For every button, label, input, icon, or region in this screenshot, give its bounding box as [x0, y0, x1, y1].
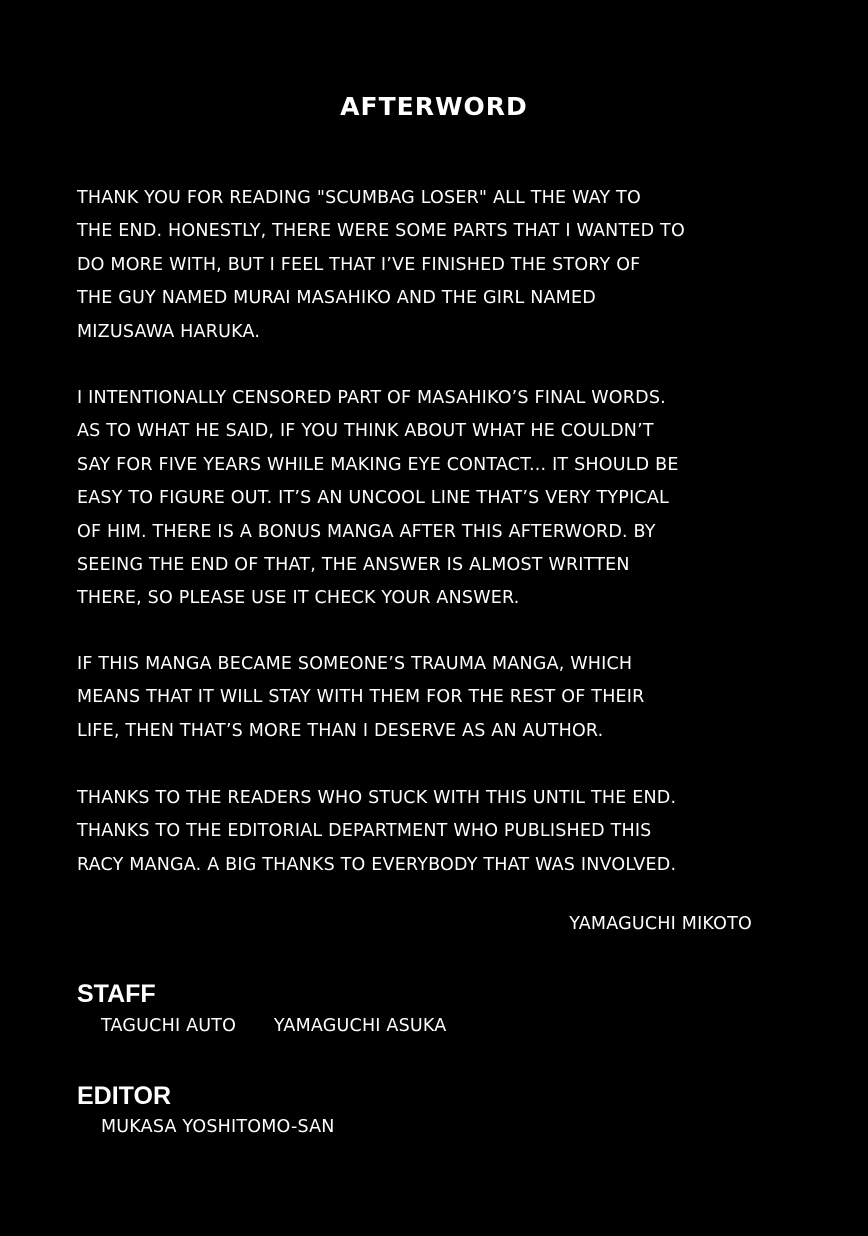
paragraph-thanks-for-reading	[77, 182, 797, 349]
staff-heading: STAFF	[77, 980, 156, 1008]
paragraph-line: DO MORE WITH, BUT I FEEL THAT I’VE FINISHED THE STORY OF	[77, 254, 641, 275]
paragraph-line: THANKS TO THE READERS WHO STUCK WITH THIS UNTIL THE END.	[77, 788, 677, 808]
staff-name: TAGUCHI AUTO	[101, 1016, 237, 1036]
paragraph-line: THANK YOU FOR READING "SCUMBAG LOSER" ALL THE WAY TO	[77, 188, 641, 208]
paragraph-line: I INTENTIONALLY CENSORED PART OF MASAHIKO’S FINAL WORDS.	[77, 388, 666, 408]
paragraph-line: THE END. HONESTLY, THERE WERE SOME PARTS THAT I WANTED TO	[77, 221, 685, 242]
paragraph-line: RACY MANGA. A BIG THANKS TO EVERYBODY THAT WAS INVOLVED.	[77, 854, 677, 875]
editor-name: MUKASA YOSHITOMO-SAN	[101, 1117, 335, 1137]
page-title: AFTERWORD	[340, 92, 528, 121]
paragraph-line: EASY TO FIGURE OUT. IT’S AN UNCOOL LINE THAT’S VERY TYPICAL	[77, 488, 669, 509]
paragraph-line: AS TO WHAT HE SAID, IF YOU THINK ABOUT WHAT HE COULDN’T	[77, 421, 654, 442]
paragraph-line: SAY FOR FIVE YEARS WHILE MAKING EYE CONTACT... IT SHOULD BE	[77, 454, 679, 475]
editor-heading: EDITOR	[77, 1082, 171, 1110]
paragraph-trauma-manga	[77, 648, 797, 748]
paragraph-line: MIZUSAWA HARUKA.	[77, 321, 261, 342]
paragraph-censored-words	[77, 382, 797, 616]
paragraph-line: OF HIM. THERE IS A BONUS MANGA AFTER THIS AFTERWORD. BY	[77, 521, 656, 542]
paragraph-line: THANKS TO THE EDITORIAL DEPARTMENT WHO PUBLISHED THIS	[77, 821, 652, 842]
paragraph-line: SEEING THE END OF THAT, THE ANSWER IS ALMOST WRITTEN	[77, 555, 630, 576]
paragraph-line: THE GUY NAMED MURAI MASAHIKO AND THE GIRL NAMED	[77, 288, 596, 309]
staff-names	[101, 1016, 478, 1036]
staff-name: YAMAGUCHI ASUKA	[273, 1016, 447, 1036]
paragraph-line: IF THIS MANGA BECAME SOMEONE’S TRAUMA MANGA, WHICH	[77, 654, 633, 674]
author-signature: YAMAGUCHI MIKOTO	[569, 914, 752, 934]
paragraph-line: LIFE, THEN THAT’S MORE THAN I DESERVE AS AN AUTHOR.	[77, 720, 604, 741]
paragraph-line: MEANS THAT IT WILL STAY WITH THEM FOR THE REST OF THEIR	[77, 687, 645, 708]
paragraph-line: THERE, SO PLEASE USE IT CHECK YOUR ANSWER.	[77, 588, 520, 609]
paragraph-acknowledgements	[77, 782, 797, 882]
